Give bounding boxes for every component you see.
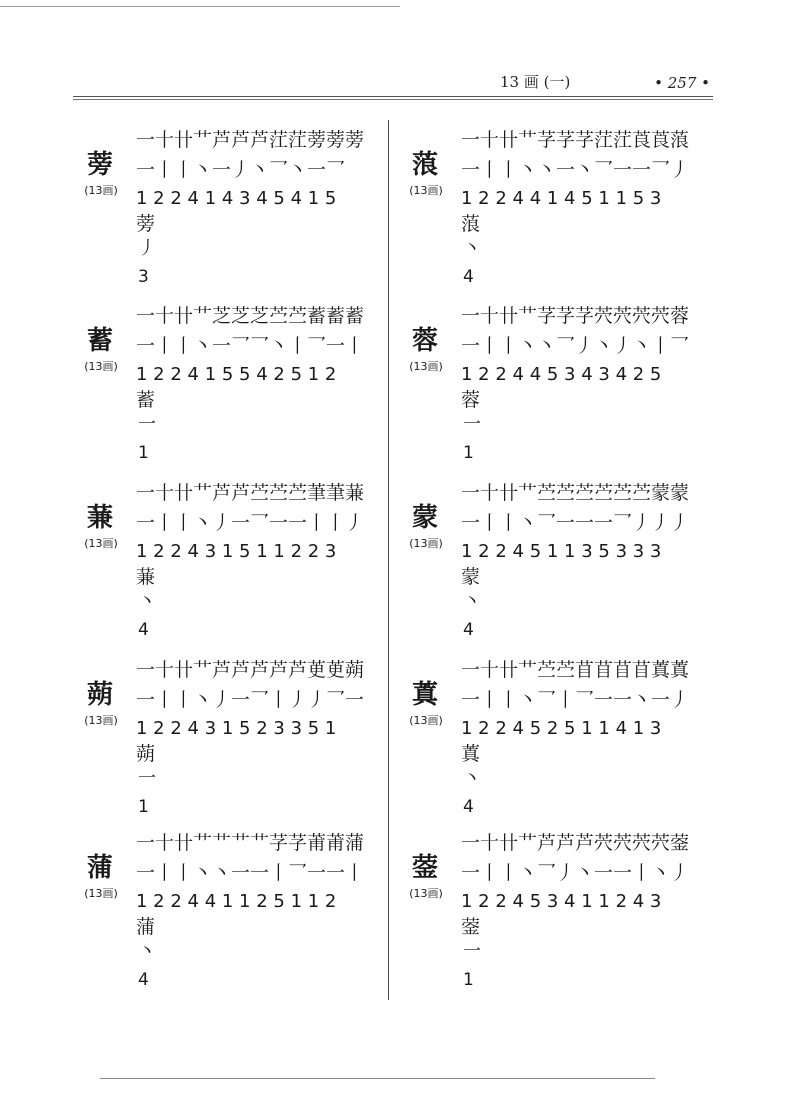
stroke-count-tag: (13画) — [409, 184, 443, 197]
final-stroke: 丶 — [138, 591, 156, 612]
entry-character: 蒗 — [411, 150, 438, 180]
stroke-build-sequence: 一十卄艹芦芦芦茳茳蒡蒡蒡 — [136, 129, 365, 151]
stroke-count-tag: (13画) — [409, 360, 443, 373]
final-stroke: 丿 — [138, 238, 156, 259]
stroke-numbers: 1 2 2 4 4 1 4 5 1 1 5 3 — [461, 188, 662, 209]
final-stroke-number: 1 — [463, 970, 474, 990]
stroke-numbers: 1 2 2 4 5 3 4 1 1 2 4 3 — [461, 891, 662, 912]
entry — [78, 658, 365, 828]
stroke-build-sequence: 一十卄艹艹艹艹芓芓莆莆蒲 — [136, 832, 365, 854]
full-character: 蓥 — [461, 916, 481, 938]
stroke-build-sequence: 一十卄艹苎苎苜苜苜苜蒖蒖 — [461, 659, 690, 681]
top-edge-line — [0, 6, 400, 7]
final-stroke: 丶 — [138, 941, 156, 962]
final-stroke-number: 4 — [463, 797, 474, 817]
entry — [78, 831, 365, 1001]
entry — [78, 128, 365, 298]
entry — [78, 304, 365, 474]
final-stroke: 丶 — [463, 768, 481, 789]
header-rule-thin — [73, 99, 713, 100]
entry-character: 蒲 — [86, 853, 113, 883]
full-character: 蒗 — [461, 213, 481, 235]
stroke-shapes: 一丨丨丶丶一丶乛一一乛丿 — [461, 159, 690, 181]
footer-rule — [100, 1078, 655, 1079]
column-divider — [388, 120, 389, 1000]
entry — [403, 481, 690, 651]
stroke-shapes: 一丨丨丶丿一乛丨丿丿乛一 — [136, 689, 365, 711]
entry-character: 蓄 — [86, 326, 113, 356]
entry — [403, 128, 690, 298]
stroke-build-sequence: 一十卄艹芓芓芓茓茓茓茓蓉 — [461, 305, 690, 327]
stroke-shapes: 一丨丨丶一乛乛丶丨乛一丨 — [136, 335, 365, 357]
stroke-numbers: 1 2 2 4 4 5 3 4 3 4 2 5 — [461, 364, 662, 385]
stroke-count-tag: (13画) — [84, 537, 118, 550]
final-stroke-number: 4 — [138, 620, 149, 640]
final-stroke: 一 — [138, 768, 156, 789]
page-number: • 257 • — [654, 74, 710, 92]
stroke-count-tag: (13画) — [409, 887, 443, 900]
entry — [403, 831, 690, 1001]
stroke-numbers: 1 2 2 4 5 1 1 3 5 3 3 3 — [461, 541, 662, 562]
stroke-build-sequence: 一十卄艹芦芦苎苎苎茟茟蒹 — [136, 482, 365, 504]
final-stroke: 丶 — [463, 238, 481, 259]
stroke-shapes: 一丨丨丶一丿丶乛丶一乛 — [136, 159, 346, 181]
stroke-build-sequence: 一十卄艹芝芝芝苎苎蓄蓄蓄 — [136, 305, 365, 327]
entry-character: 蒙 — [411, 503, 438, 533]
final-stroke-number: 1 — [463, 443, 474, 463]
stroke-numbers: 1 2 2 4 3 1 5 1 1 2 2 3 — [136, 541, 337, 562]
final-stroke-number: 4 — [463, 267, 474, 287]
entry-character: 蒖 — [411, 680, 438, 710]
page-header — [500, 70, 710, 92]
full-character: 蓄 — [136, 389, 156, 411]
final-stroke: 一 — [463, 414, 481, 435]
stroke-shapes: 一丨丨丶丶一一丨乛一一丨 — [136, 862, 365, 884]
full-character: 蒴 — [136, 743, 156, 765]
entry — [78, 481, 365, 651]
final-stroke-number: 4 — [138, 970, 149, 990]
stroke-shapes: 一丨丨丶丶乛丿丶丿丶丨乛 — [461, 335, 690, 357]
stroke-shapes: 一丨丨丶乛一一一乛丿丿丿 — [461, 512, 690, 534]
full-character: 蒙 — [461, 566, 481, 588]
final-stroke: 一 — [138, 414, 156, 435]
stroke-count-tag: (13画) — [84, 360, 118, 373]
stroke-numbers: 1 2 2 4 4 1 1 2 5 1 1 2 — [136, 891, 337, 912]
final-stroke-number: 1 — [138, 443, 149, 463]
full-character: 蒹 — [136, 566, 156, 588]
full-character: 蒲 — [136, 916, 156, 938]
stroke-count-tag: (13画) — [84, 714, 118, 727]
entry-character: 蓉 — [411, 326, 438, 356]
final-stroke-number: 3 — [138, 267, 149, 287]
full-character: 蓉 — [461, 389, 481, 411]
stroke-numbers: 1 2 2 4 1 5 5 4 2 5 1 2 — [136, 364, 337, 385]
stroke-shapes: 一丨丨丶丿一乛一一丨丨丿 — [136, 512, 365, 534]
final-stroke-number: 4 — [463, 620, 474, 640]
stroke-count-tag: (13画) — [84, 887, 118, 900]
final-stroke: 一 — [463, 941, 481, 962]
full-character: 蒖 — [461, 743, 481, 765]
entry — [403, 658, 690, 828]
stroke-shapes: 一丨丨丶乛丿丶一一丨丶丿 — [461, 862, 690, 884]
entry-character: 蒡 — [86, 150, 113, 180]
entry — [403, 304, 690, 474]
stroke-count-tag: (13画) — [409, 537, 443, 550]
stroke-build-sequence: 一十卄艹苎苎苎苎苎苎蒙蒙 — [461, 482, 690, 504]
section-title: 13 画 (一) — [500, 73, 571, 91]
stroke-count-tag: (13画) — [84, 184, 118, 197]
stroke-count-tag: (13画) — [409, 714, 443, 727]
stroke-numbers: 1 2 2 4 3 1 5 2 3 3 5 1 — [136, 718, 337, 739]
stroke-shapes: 一丨丨丶乛丨乛一一丶一丿 — [461, 689, 690, 711]
stroke-build-sequence: 一十卄艹芦芦芦芦芦茰茰蒴 — [136, 659, 365, 681]
stroke-build-sequence: 一十卄艹芓芓芓茳茳莨莨蒗 — [461, 129, 690, 151]
stroke-numbers: 1 2 2 4 1 4 3 4 5 4 1 5 — [136, 188, 337, 209]
stroke-build-sequence: 一十卄艹芦芦芦茓茓茓茓蓥 — [461, 832, 690, 854]
final-stroke: 丶 — [463, 591, 481, 612]
stroke-numbers: 1 2 2 4 5 2 5 1 1 4 1 3 — [461, 718, 662, 739]
final-stroke-number: 1 — [138, 797, 149, 817]
full-character: 蒡 — [136, 213, 156, 235]
entry-character: 蓥 — [411, 853, 438, 883]
entry-character: 蒹 — [86, 503, 113, 533]
entry-character: 蒴 — [86, 680, 113, 710]
header-rule — [73, 96, 713, 97]
